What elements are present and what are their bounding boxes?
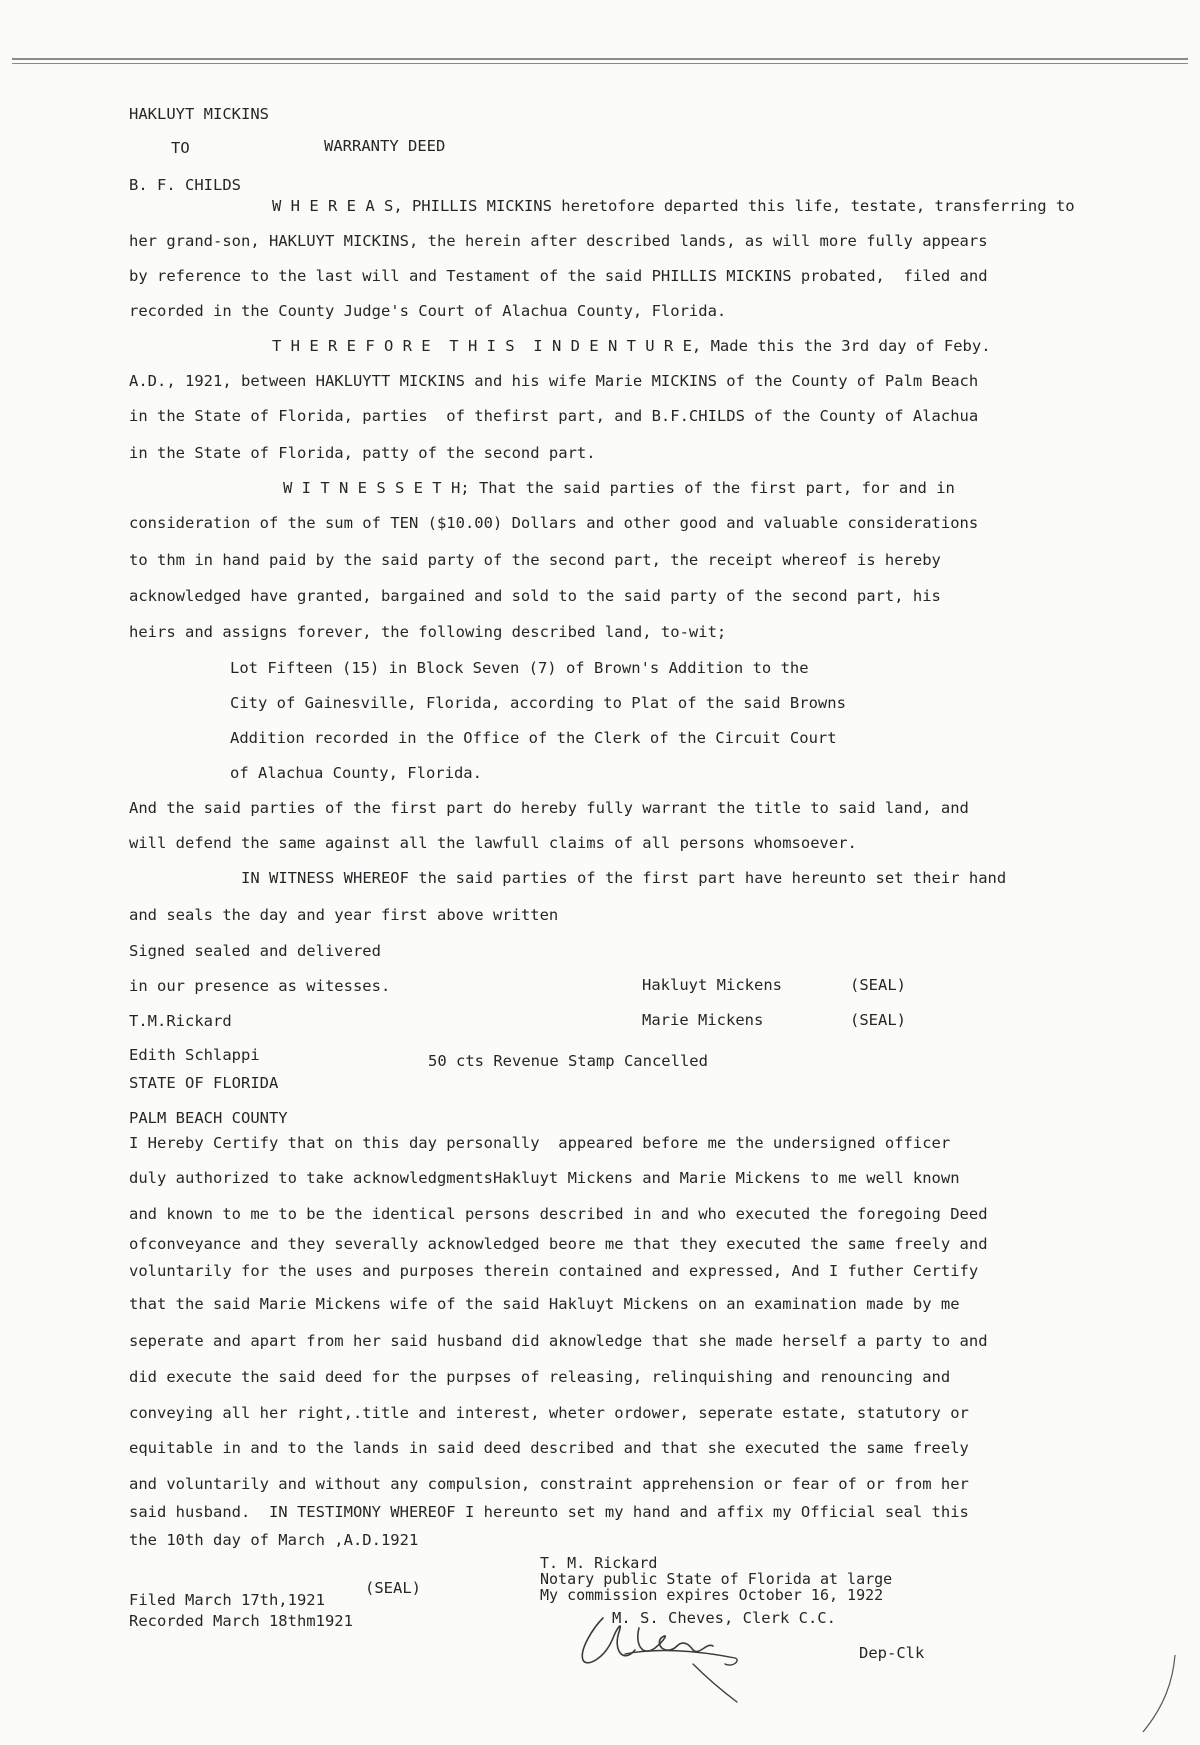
signed-sealed-label: Signed sealed and delivered <box>129 942 381 960</box>
warranty-line: And the said parties of the first part do hereby fully warrant the title to said land, and <box>129 799 969 817</box>
in-witness-line: IN WITNESS WHEREOF the said parties of the first part have hereunto set their hand <box>241 869 1007 887</box>
witnesseth-line: consideration of the sum of TEN ($10.00) Dollars and other good and valuable considerations <box>129 514 979 532</box>
land-description-line: of Alachua County, Florida. <box>230 764 482 782</box>
land-description-line: City of Gainesville, Florida, according to Plat of the said Browns <box>230 694 846 712</box>
presence-label: in our presence as witesses. <box>129 977 391 995</box>
acknowledgment-line: voluntarily for the uses and purposes therein contained and expressed, And I futher Certify <box>129 1262 979 1280</box>
recorded-date: Recorded March 18thm1921 <box>129 1612 353 1630</box>
acknowledgment-line: duly authorized to take acknowledgmentsHakluyt Mickens and Marie Mickens to me well known <box>129 1169 960 1187</box>
witness-name: Edith Schlappi <box>129 1046 260 1064</box>
top-border-rule <box>12 58 1188 60</box>
land-description-line: Lot Fifteen (15) in Block Seven (7) of Brown's Addition to the <box>230 659 809 677</box>
acknowledgment-line: did execute the said deed for the purpses of releasing, relinquishing and renouncing and <box>129 1368 951 1386</box>
recital-line: by reference to the last will and Testament of the said PHILLIS MICKINS probated, filed and <box>129 267 988 285</box>
acknowledgment-line: ofconveyance and they severally acknowledged beore me that they executed the same freely and <box>129 1235 988 1253</box>
top-border-rule-thin <box>12 63 1188 64</box>
page-corner-mark <box>1135 1650 1195 1740</box>
deputy-clerk-signature <box>565 1598 805 1708</box>
notary-name: T. M. Rickard <box>540 1554 658 1572</box>
in-witness-line: and seals the day and year first above written <box>129 906 559 924</box>
state-label: STATE OF FLORIDA <box>129 1074 279 1092</box>
witnesseth-line: to thm in hand paid by the said party of the second part, the receipt whereof is hereby <box>129 551 941 569</box>
document-type-title: WARRANTY DEED <box>324 137 446 155</box>
indenture-line: in the State of Florida, parties of thefirst part, and B.F.CHILDS of the County of Alachua <box>129 407 979 425</box>
acknowledgment-line: I Hereby Certify that on this day personally appeared before me the undersigned officer <box>129 1134 951 1152</box>
filed-date: Filed March 17th,1921 <box>129 1591 325 1609</box>
deputy-clerk-label: Dep-Clk <box>859 1644 925 1662</box>
acknowledgment-line: and known to me to be the identical persons described in and who executed the foregoing Deed <box>129 1205 988 1223</box>
grantee-name: B. F. CHILDS <box>129 176 241 194</box>
recital-line: her grand-son, HAKLUYT MICKINS, the herein after described lands, as will more fully appears <box>129 232 988 250</box>
warranty-line: will defend the same against all the lawfull claims of all persons whomsoever. <box>129 834 857 852</box>
witnesseth-line: W I T N E S S E T H; That the said parties of the first part, for and in <box>283 479 955 497</box>
grantor-name: HAKLUYT MICKINS <box>129 105 269 123</box>
indenture-line: A.D., 1921, between HAKLUYTT MICKINS and his wife Marie MICKINS of the County of Palm Beach <box>129 372 979 390</box>
recital-line: W H E R E A S, PHILLIS MICKINS heretofore departed this life, testate, transferring to <box>272 197 1075 215</box>
revenue-stamp-note: 50 cts Revenue Stamp Cancelled <box>428 1052 708 1070</box>
land-description-line: Addition recorded in the Office of the Clerk of the Circuit Court <box>230 729 837 747</box>
acknowledgment-line: and voluntarily and without any compulsion, constraint apprehension or fear of or from her <box>129 1475 969 1493</box>
indenture-line: T H E R E F O R E T H I S I N D E N T U R E, Made this the 3rd day of Feby. <box>272 337 991 355</box>
notary-seal-label: (SEAL) <box>365 1579 421 1597</box>
signer-name: Hakluyt Mickens <box>642 976 782 994</box>
clerk-name: M. S. Cheves, Clerk C.C. <box>612 1609 836 1627</box>
witnesseth-line: acknowledged have granted, bargained and sold to the said party of the second part, his <box>129 587 941 605</box>
seal-label: (SEAL) <box>850 976 906 994</box>
acknowledgment-date-line: the 10th day of March ,A.D.1921 <box>129 1531 419 1549</box>
acknowledgment-line: equitable in and to the lands in said deed described and that she executed the same freely <box>129 1439 969 1457</box>
notary-title: Notary public State of Florida at large <box>540 1570 893 1588</box>
acknowledgment-line: conveying all her right,.title and interest, wheter ordower, seperate estate, statutory or <box>129 1404 969 1422</box>
acknowledgment-line: said husband. IN TESTIMONY WHEREOF I hereunto set my hand and affix my Official seal this <box>129 1503 969 1521</box>
notary-commission: My commission expires October 16, 1922 <box>540 1586 884 1604</box>
recital-line: recorded in the County Judge's Court of Alachua County, Florida. <box>129 302 727 320</box>
witness-name: T.M.Rickard <box>129 1012 232 1030</box>
signer-name: Marie Mickens <box>642 1011 764 1029</box>
witnesseth-line: heirs and assigns forever, the following described land, to-wit; <box>129 623 727 641</box>
indenture-line: in the State of Florida, patty of the second part. <box>129 444 596 462</box>
county-label: PALM BEACH COUNTY <box>129 1109 288 1127</box>
acknowledgment-line: seperate and apart from her said husband did aknowledge that she made herself a party to and <box>129 1332 988 1350</box>
to-label: TO <box>171 139 190 157</box>
seal-label: (SEAL) <box>850 1011 906 1029</box>
acknowledgment-line: that the said Marie Mickens wife of the said Hakluyt Mickens on an examination made by me <box>129 1295 960 1313</box>
